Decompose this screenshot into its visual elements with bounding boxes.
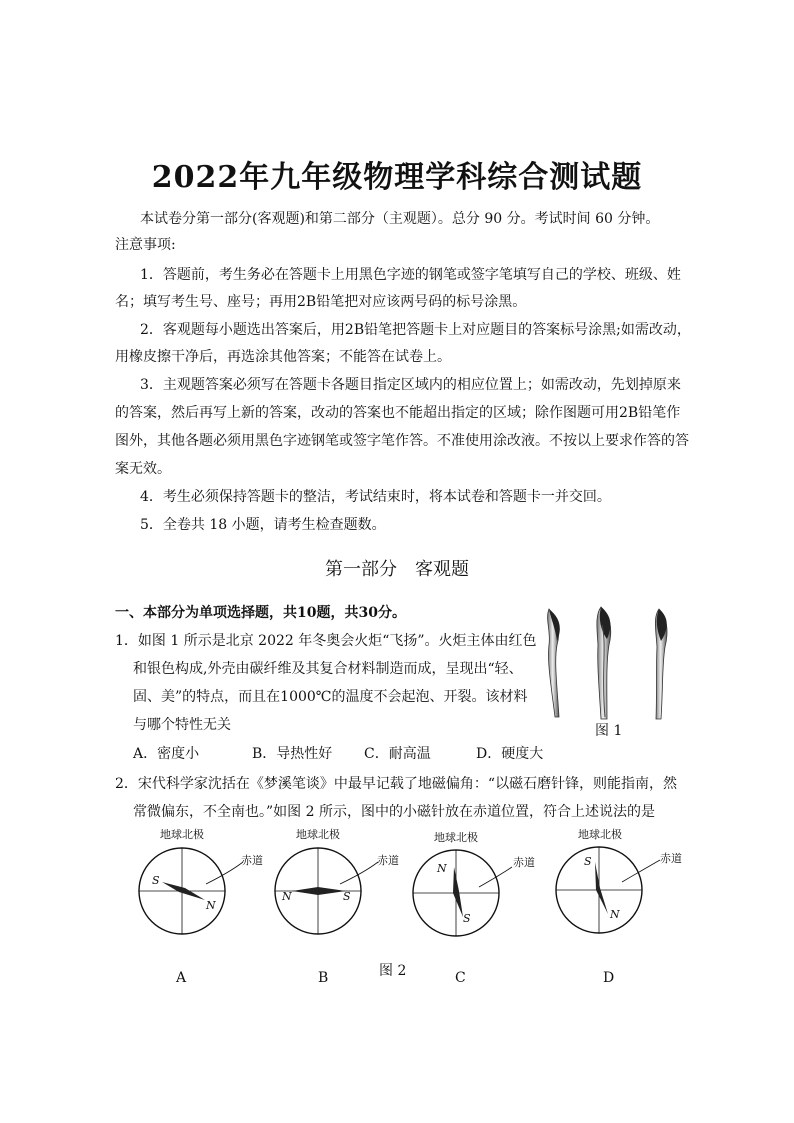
torch-icon xyxy=(548,609,560,717)
needle-n-label: N xyxy=(282,890,292,903)
question-line: 与哪个特性无关 xyxy=(133,717,231,733)
question-line: 固、美”的特点，而且在1000℃的温度不会起泡、开裂。该材料 xyxy=(133,689,528,705)
north-pole-label: 地球北极 xyxy=(296,828,340,841)
notice-line: 1．答题前，考生务必在答题卡上用黑色字迹的钢笔或签字笔填写自己的学校、班级、姓 xyxy=(140,267,681,283)
notice-heading: 注意事项: xyxy=(115,237,176,253)
intro-text: 本试卷分第一部分(客观题)和第二部分（主观题）。总分 90 分。考试时间 60 分钟。 xyxy=(140,211,660,227)
equator-label: 赤道 xyxy=(660,852,682,865)
needle-s-label: S xyxy=(343,890,351,903)
needle-s-label: S xyxy=(584,855,592,868)
torch-figure xyxy=(535,605,680,723)
page-title: 2022年九年级物理学科综合测试题 xyxy=(151,160,643,195)
north-pole-label: 地球北极 xyxy=(578,828,622,841)
option-c: C xyxy=(455,970,466,986)
notice-line: 2．客观题每小题选出答案后，用2B铅笔把答题卡上对应题目的答案标号涂黑;如需改动， xyxy=(140,322,691,338)
compass-diagram-a xyxy=(135,842,260,942)
north-pole-label: 地球北极 xyxy=(160,828,204,841)
question-line: 和银色构成,外壳由碳纤维及其复合材料制造而成，呈现出“轻、 xyxy=(133,661,523,677)
question-line: 2．宋代科学家沈括在《梦溪笔谈》中最早记载了地磁偏角：“以磁石磨针锋，则能指南，然 xyxy=(115,776,678,792)
needle-s-label: S xyxy=(152,874,160,887)
option-b: B xyxy=(318,970,329,986)
question-line: 常微偏东，不全南也。”如图 2 所示，图中的小磁针放在赤道位置，符合上述说法的是 xyxy=(133,804,655,820)
section-title: 第一部分 客观题 xyxy=(325,559,469,580)
option-c: C．耐高温 xyxy=(364,746,431,762)
compass-diagram-c xyxy=(408,845,533,945)
notice-line: 用橡皮擦干净后，再选涂其他答案；不能答在试卷上。 xyxy=(115,349,451,365)
option-a: A．密度小 xyxy=(133,746,200,762)
figure-2-label: 图 2 xyxy=(379,963,407,979)
equator-label: 赤道 xyxy=(241,854,263,867)
option-a: A xyxy=(176,970,187,986)
option-d: D xyxy=(603,970,615,986)
needle-n-label: N xyxy=(206,899,216,912)
notice-line: 图外，其他各题必须用黑色字迹钢笔或签字笔作答。不准使用涂改液。不按以上要求作答的答 xyxy=(115,433,689,449)
part-heading: 一、本部分为单项选择题，共10题，共30分。 xyxy=(115,605,406,621)
needle-s-label: S xyxy=(463,912,471,925)
notice-line: 3．主观题答案必须写在答题卡各题目指定区域内的相应位置上；如需改动，先划掉原来 xyxy=(140,377,681,393)
torch-icon xyxy=(655,609,667,719)
question-line: 1．如图 1 所示是北京 2022 年冬奥会火炬“飞扬”。火炬主体由红色 xyxy=(115,633,537,649)
notice-line: 5．全卷共 18 小题，请考生检查题数。 xyxy=(140,517,386,533)
needle-n-label: N xyxy=(437,862,447,875)
notice-line: 案无效。 xyxy=(115,461,171,477)
notice-line: 名；填写考生号、座号；再用2B铅笔把对应该两号码的标号涂黑。 xyxy=(115,294,527,310)
option-b: B．导热性好 xyxy=(252,746,333,762)
needle-n-label: N xyxy=(610,908,620,921)
torch-icon xyxy=(597,607,611,719)
figure-1-label: 图 1 xyxy=(595,723,623,739)
notice-line: 的答案，然后再写上新的答案，改动的答案也不能超出指定的区域；除作图题可用2B铅笔作 xyxy=(115,405,681,421)
compass-diagram-d xyxy=(552,842,677,942)
option-d: D．硬度大 xyxy=(476,746,544,762)
equator-label: 赤道 xyxy=(513,856,535,869)
equator-label: 赤道 xyxy=(377,854,399,867)
notice-line: 4．考生必须保持答题卡的整洁，考试结束时，将本试卷和答题卡一并交回。 xyxy=(140,489,611,505)
north-pole-label: 地球北极 xyxy=(434,831,478,844)
